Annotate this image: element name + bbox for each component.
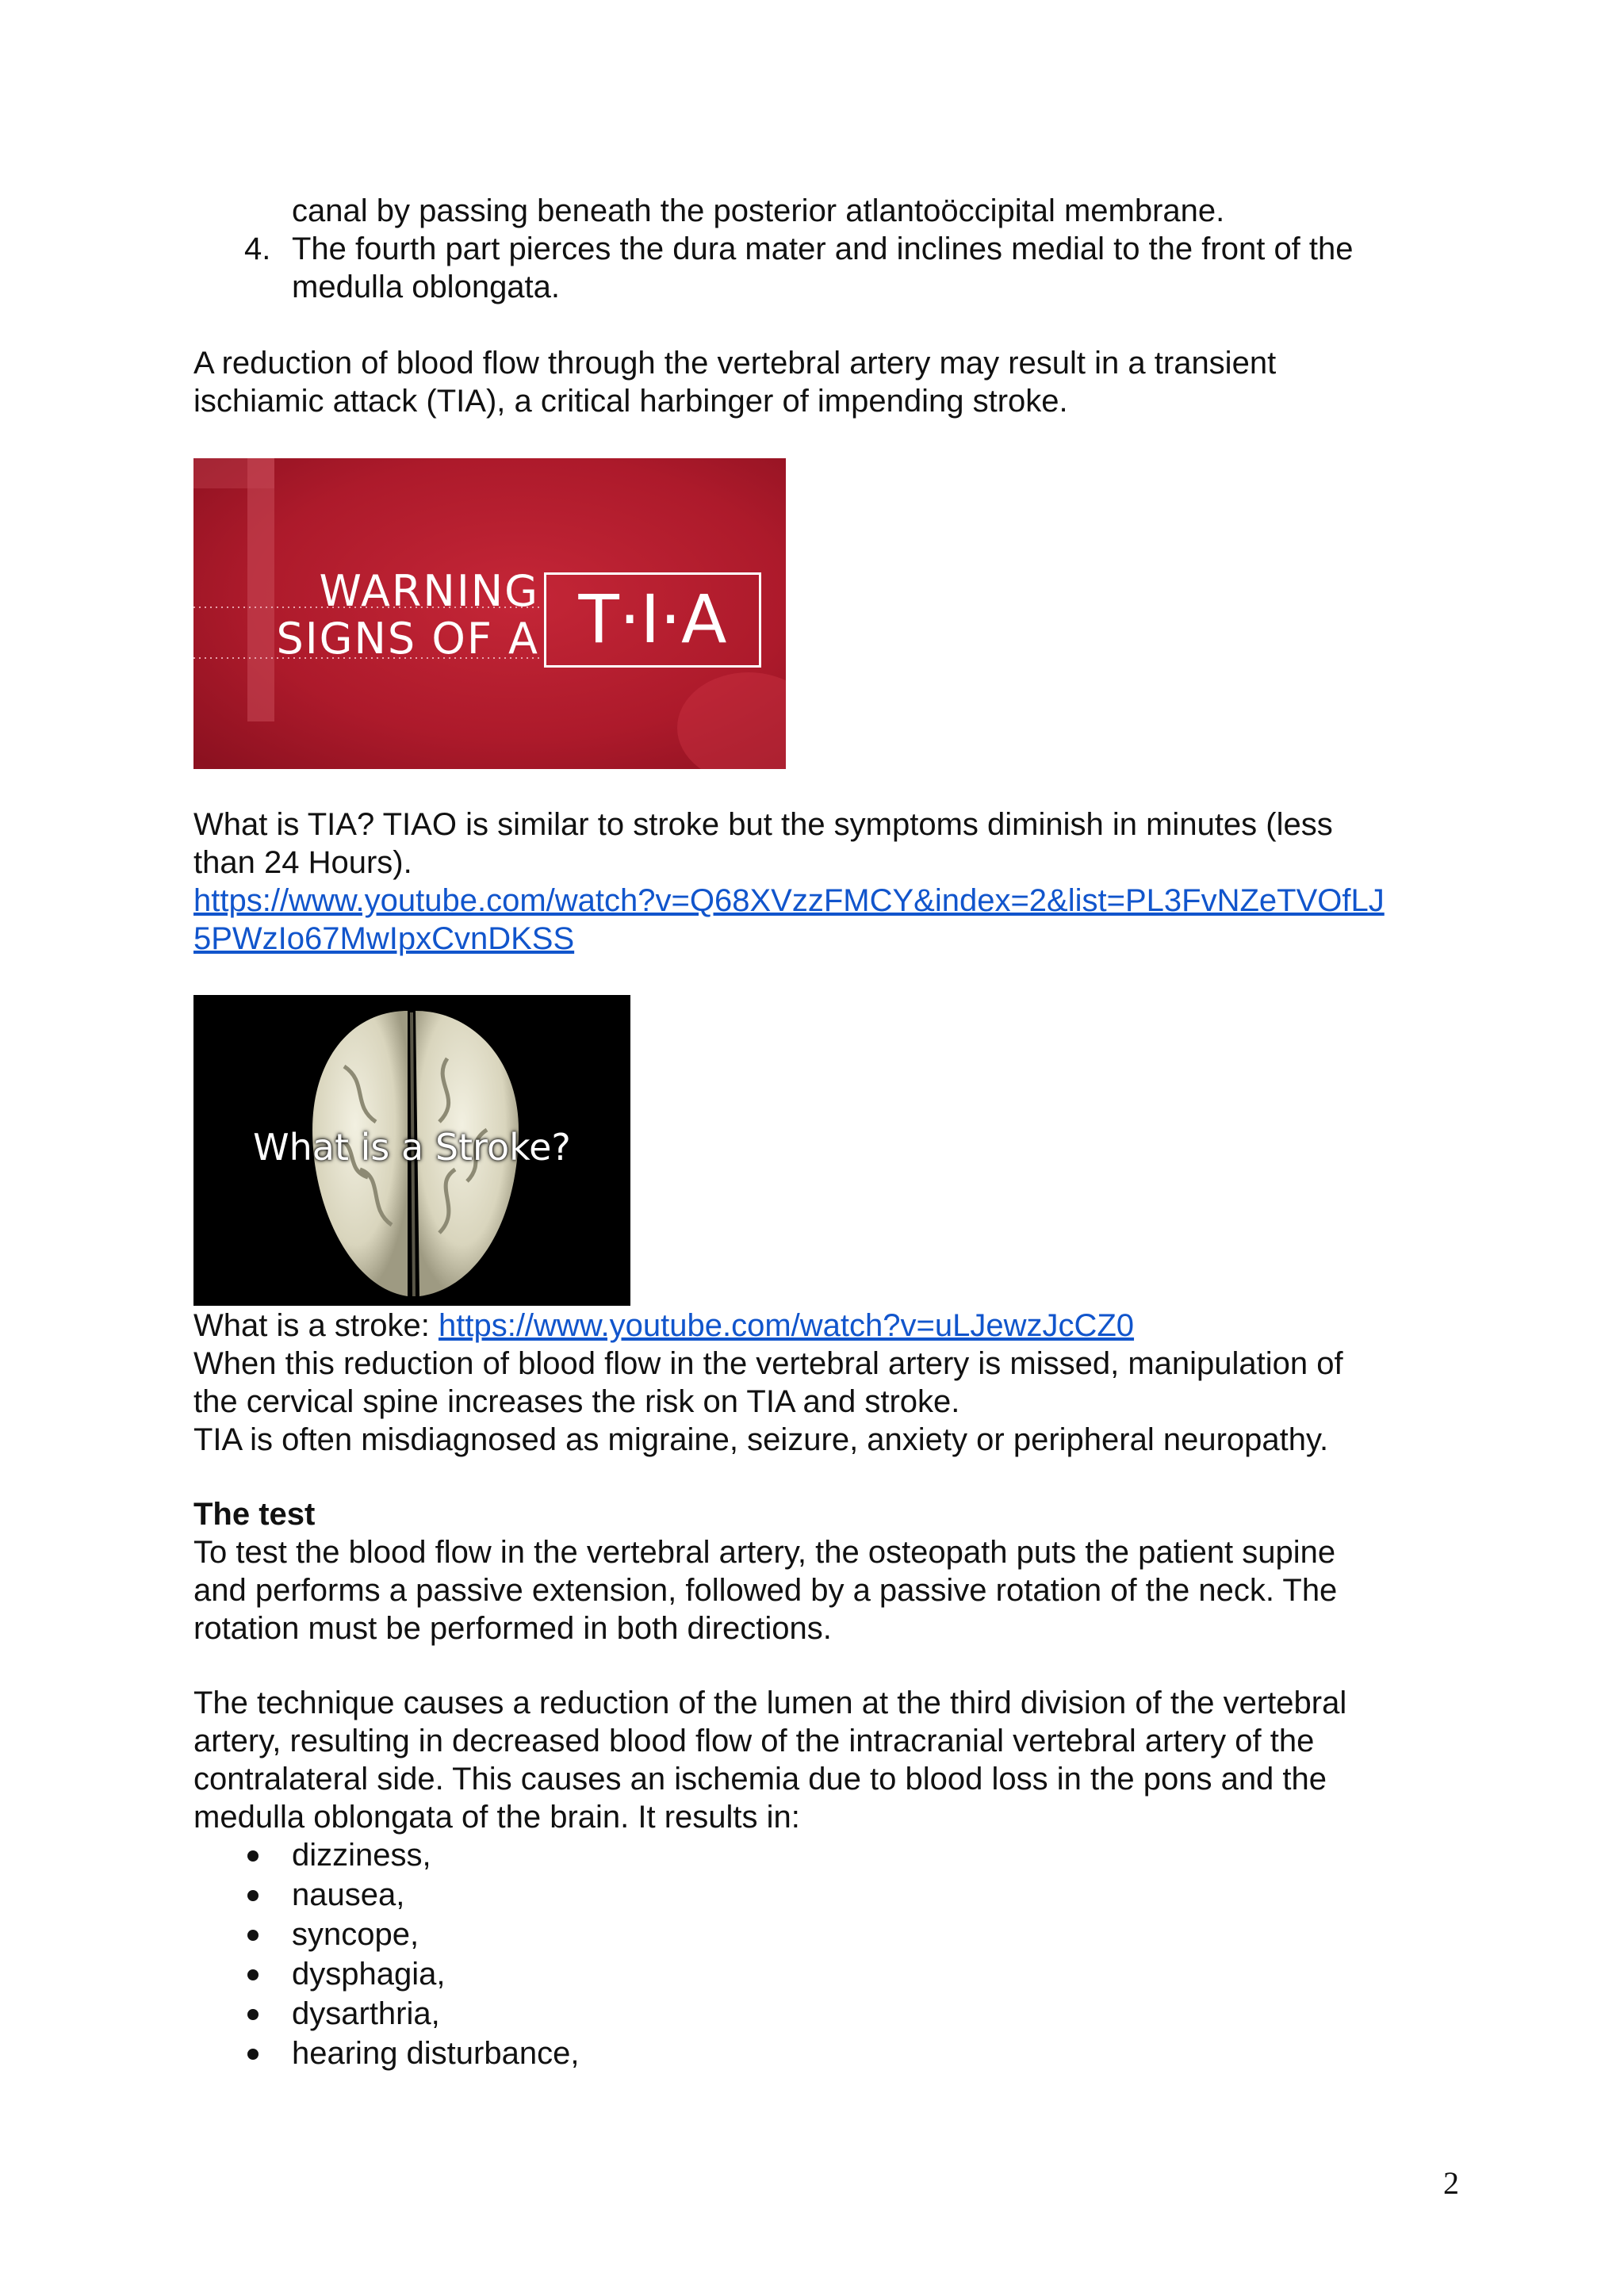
bullet-icon bbox=[247, 2049, 259, 2060]
page-number: 2 bbox=[1443, 2165, 1459, 2201]
paragraph-what-is-tia bbox=[193, 806, 1494, 958]
list-item bbox=[193, 1876, 1304, 1915]
link-text: 5PWzIo67MwIpxCvnDKSS bbox=[193, 921, 575, 956]
list-item bbox=[193, 1995, 1304, 2034]
text-line: To test the blood flow in the vertebral artery, the osteopath puts the patient supine bbox=[193, 1535, 1336, 1570]
list-item-text: dizziness, bbox=[292, 1838, 431, 1873]
bullet-icon bbox=[247, 1969, 259, 1980]
list-item-text: medulla oblongata. bbox=[292, 270, 561, 304]
list-item bbox=[193, 1915, 1304, 1955]
list-item-text: dysarthria, bbox=[292, 1996, 440, 2031]
text-line: ischiamic attack (TIA), a critical harbinger of impending stroke. bbox=[193, 384, 1068, 419]
bullet-icon bbox=[247, 2009, 259, 2020]
text-line: When this reduction of blood flow in the vertebral artery is missed, manipulation of bbox=[193, 1346, 1343, 1381]
text-line: rotation must be performed in both directions. bbox=[193, 1611, 832, 1646]
list-item-4 bbox=[193, 230, 1478, 306]
tia-warning-image bbox=[193, 458, 786, 769]
text-line: A reduction of blood flow through the vertebral artery may result in a transient bbox=[193, 346, 1277, 381]
text-line: The technique causes a reduction of the lumen at the third division of the vertebral bbox=[193, 1686, 1347, 1720]
text-label: What is a stroke: bbox=[193, 1308, 439, 1343]
bullet-icon bbox=[247, 1930, 259, 1941]
list-item bbox=[193, 1955, 1304, 1995]
text-line: contralateral side. This causes an ischemia due to blood loss in the pons and the bbox=[193, 1762, 1327, 1797]
text-line: TIA is often misdiagnosed as migraine, seizure, anxiety or peripheral neuropathy. bbox=[193, 1422, 1329, 1457]
list-item-text: nausea, bbox=[292, 1877, 405, 1912]
tia-title-line2: SIGNS OF A bbox=[276, 614, 539, 664]
list-item-text: The fourth part pierces the dura mater and inclines medial to the front of the bbox=[292, 232, 1354, 266]
bullet-icon bbox=[247, 1890, 259, 1901]
paragraph-test-procedure bbox=[193, 1533, 1462, 1647]
paragraph-what-is-stroke bbox=[193, 1307, 1462, 1459]
stroke-image-caption: What is a Stroke? bbox=[253, 1126, 571, 1169]
text-line: What is TIA? TIAO is similar to stroke but the symptoms diminish in minutes (less bbox=[193, 807, 1333, 842]
text-line: and performs a passive extension, followed by a passive rotation of the neck. The bbox=[193, 1573, 1338, 1608]
tia-acronym-box: T·I·A bbox=[544, 572, 761, 668]
list-item bbox=[193, 1836, 1304, 1876]
list-item-text: canal by passing beneath the posterior atlantoöccipital membrane. bbox=[292, 193, 1225, 228]
text-line: than 24 Hours). bbox=[193, 845, 412, 880]
list-number: 4. bbox=[244, 232, 271, 266]
paragraph-technique-effects bbox=[193, 1684, 1462, 1836]
list-item-text: syncope, bbox=[292, 1917, 419, 1952]
tia-video-link[interactable] bbox=[193, 883, 1385, 956]
link-text: https://www.youtube.com/watch?v=Q68XVzzFMCY&index=2&list=PL3FvNZeTVOfLJ bbox=[193, 883, 1385, 918]
tia-title-line1: WARNING bbox=[319, 566, 539, 616]
text-line: artery, resulting in decreased blood flow of the intracranial vertebral artery of the bbox=[193, 1724, 1315, 1758]
stroke-video-link[interactable]: https://www.youtube.com/watch?v=uLJewzJcCZ0 bbox=[438, 1308, 1135, 1343]
bullet-icon bbox=[247, 1850, 259, 1862]
paragraph-tia-intro bbox=[193, 344, 1462, 420]
section-heading-test: The test bbox=[193, 1497, 316, 1532]
list-item-text: hearing disturbance, bbox=[292, 2036, 580, 2071]
list-item bbox=[193, 2034, 1304, 2074]
symptom-list bbox=[193, 1836, 1304, 2074]
numbered-list bbox=[193, 192, 1478, 306]
stroke-video-image bbox=[193, 995, 630, 1306]
text-line: the cervical spine increases the risk on TIA and stroke. bbox=[193, 1384, 960, 1419]
list-item-text: dysphagia, bbox=[292, 1957, 446, 1992]
list-item-3-continuation bbox=[193, 192, 1478, 230]
text-line: medulla oblongata of the brain. It results in: bbox=[193, 1800, 800, 1835]
